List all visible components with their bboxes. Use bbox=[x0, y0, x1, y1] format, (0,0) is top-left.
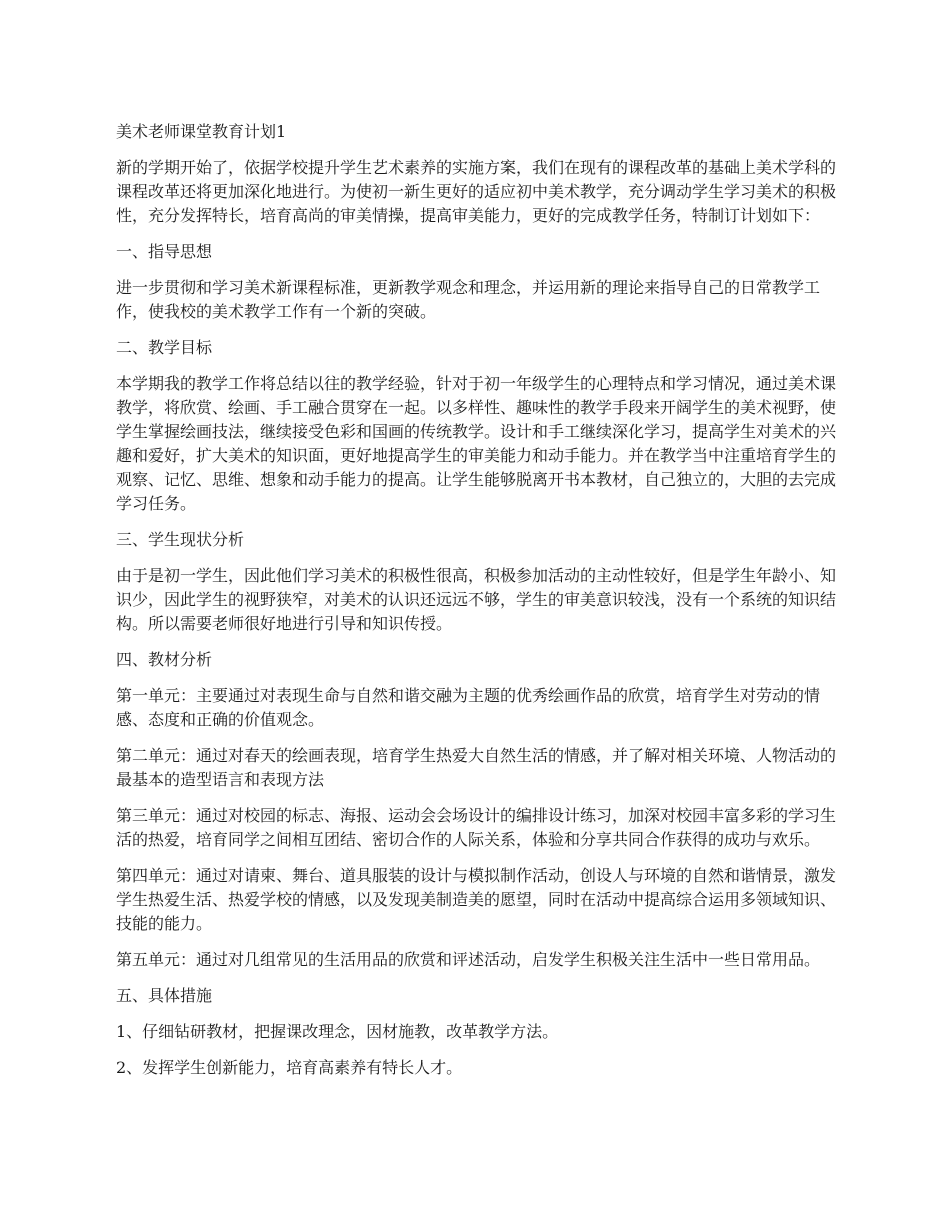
paragraph-measure-2: 2、发挥学生创新能力，培育高素养有特长人才。 bbox=[116, 1058, 463, 1077]
intro-paragraph: 新的学期开始了，依据学校提升学生艺术素养的实施方案，我们在现有的课程改革的基础上美术学科的课程改革还将更加深化地进行。为使初一新生更好的适应初中美术教学，充分调动学生学习美术的积极性，充分发挥特长，培育高尚的审美情操，提高审美能力，更好的完成教学任务，特制订计划如下： bbox=[116, 158, 837, 225]
paragraph-student-analysis: 由于是初一学生，因此他们学习美术的积极性很高，积极参加活动的主动性较好，但是学生年龄小、知识少，因此学生的视野狭窄，对美术的认识还远远不够，学生的审美意识较浅，没有一个系统的知识结构。所以需要老师很好地进行引导和知识传授。 bbox=[116, 566, 837, 633]
document-title: 美术老师课堂教育计划1 bbox=[116, 122, 287, 141]
paragraph-unit-1: 第一单元：主要通过对表现生命与自然和谐交融为主题的优秀绘画作品的欣赏，培育学生对劳动的情感、态度和正确的价值观念。 bbox=[116, 686, 821, 729]
section-heading-teaching-goals: 二、教学目标 bbox=[116, 338, 213, 357]
section-heading-measures: 五、具体措施 bbox=[116, 986, 213, 1005]
paragraph-unit-4: 第四单元：通过对请柬、舞台、道具服装的设计与模拟制作活动，创设人与环境的自然和谐情景，激发学生热爱生活、热爱学校的情感，以及发现美制造美的愿望，同时在活动中提高综合运用多领域知识、技能的能力。 bbox=[116, 866, 837, 933]
section-heading-student-analysis: 三、学生现状分析 bbox=[116, 530, 245, 549]
section-heading-guiding-ideology: 一、指导思想 bbox=[116, 242, 213, 261]
section-heading-textbook-analysis: 四、教材分析 bbox=[116, 650, 213, 669]
paragraph-unit-3: 第三单元：通过对校园的标志、海报、运动会会场设计的编排设计练习，加深对校园丰富多彩的学习生活的热爱，培育同学之间相互团结、密切合作的人际关系，体验和分享共同合作获得的成功与欢乐。 bbox=[116, 806, 837, 849]
document-page bbox=[116, 120, 842, 1092]
paragraph-unit-5: 第五单元：通过对几组常见的生活用品的欣赏和评述活动，启发学生积极关注生活中一些日常用品。 bbox=[116, 950, 821, 969]
paragraph-guiding-ideology: 进一步贯彻和学习美术新课程标准，更新教学观念和理念，并运用新的理论来指导自己的日常教学工作，使我校的美术教学工作有一个新的突破。 bbox=[116, 278, 821, 321]
paragraph-measure-1: 1、仔细钻研教材，把握课改理念，因材施教，改革教学方法。 bbox=[116, 1022, 559, 1041]
paragraph-unit-2: 第二单元：通过对春天的绘画表现，培育学生热爱大自然生活的情感，并了解对相关环境、人物活动的最基本的造型语言和表现方法 bbox=[116, 746, 837, 789]
paragraph-teaching-goals: 本学期我的教学工作将总结以往的教学经验，针对于初一年级学生的心理特点和学习情况，通过美术课教学，将欣赏、绘画、手工融合贯穿在一起。以多样性、趣味性的教学手段来开阔学生的美术视野，使学生掌握绘画技法，继续接受色彩和国画的传统教学。设计和手工继续深化学习，提高学生对美术的兴趣和爱好，扩大美术的知识面，更好地提高学生的审美能力和动手能力。并在教学当中注重培育学生的观察、记忆、思维、想象和动手能力的提高。让学生能够脱离开书本教材，自己独立的，大胆的去完成学习任务。 bbox=[116, 374, 837, 513]
